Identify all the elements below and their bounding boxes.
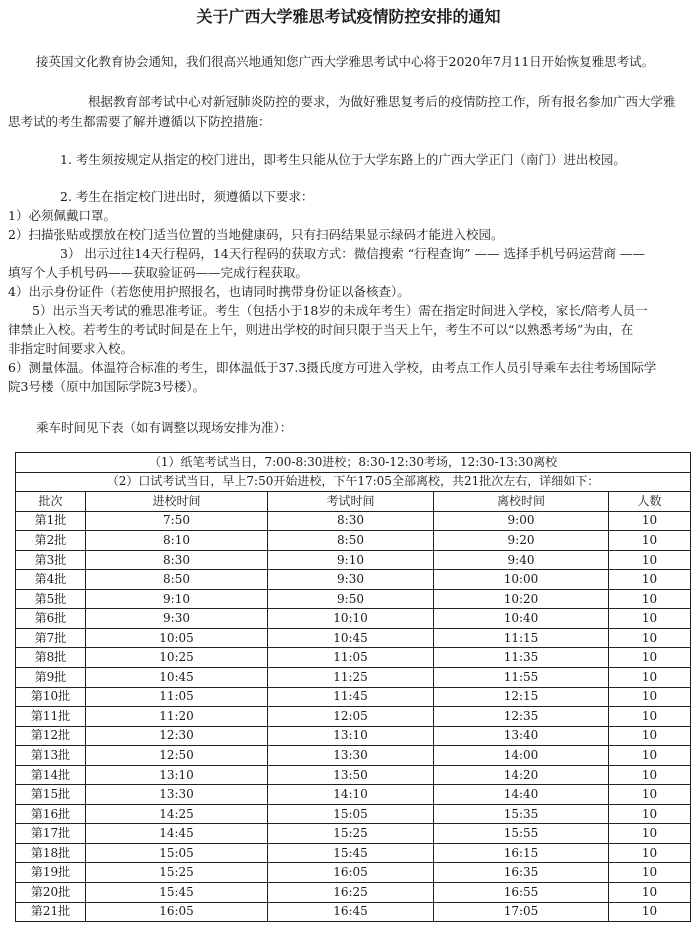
headcount-cell: 10: [609, 843, 691, 863]
table-row: [16, 726, 691, 746]
batch-cell: 第7批: [16, 628, 86, 648]
exam-time-cell: 16:05: [268, 863, 434, 883]
exit-time-cell: 10:00: [434, 570, 609, 590]
table-row: [16, 589, 691, 609]
table-row: [16, 746, 691, 766]
exam-time-cell: 13:10: [268, 726, 434, 746]
bus-schedule-table: [15, 452, 691, 922]
entry-time-cell: 13:30: [86, 785, 268, 805]
exit-time-cell: 14:00: [434, 746, 609, 766]
table-row: [16, 648, 691, 668]
table-row: [16, 531, 691, 551]
exit-time-cell: 12:35: [434, 707, 609, 727]
exit-time-cell: 9:40: [434, 550, 609, 570]
batch-cell: 第9批: [16, 668, 86, 688]
table-row: [16, 628, 691, 648]
headcount-cell: 10: [609, 628, 691, 648]
column-header-headcount: 人数: [609, 492, 691, 512]
exam-time-cell: 11:05: [268, 648, 434, 668]
exam-time-cell: 11:45: [268, 687, 434, 707]
entry-time-cell: 14:25: [86, 804, 268, 824]
exit-time-cell: 10:40: [434, 609, 609, 629]
exit-time-cell: 11:15: [434, 628, 609, 648]
exit-time-cell: 14:40: [434, 785, 609, 805]
rule-item-2: 2. 考生在指定校门进出时，须遵循以下要求：: [60, 189, 314, 204]
exam-time-cell: 16:25: [268, 883, 434, 903]
entry-time-cell: 16:05: [86, 902, 268, 922]
batch-cell: 第2批: [16, 531, 86, 551]
exit-time-cell: 12:15: [434, 687, 609, 707]
exam-time-cell: 15:45: [268, 843, 434, 863]
batch-cell: 第21批: [16, 902, 86, 922]
requirement-4: 4）出示身份证件（若您使用护照报名，也请同时携带身份证以备核查）。: [8, 284, 410, 299]
rule-item-1: 1. 考生须按规定从指定的校门进出，即考生只能从位于大学东路上的广西大学正门（南门）进出校园。: [60, 152, 626, 167]
table-note-row: [16, 453, 691, 473]
entry-time-cell: 9:30: [86, 609, 268, 629]
entry-time-cell: 15:45: [86, 883, 268, 903]
table-row: [16, 883, 691, 903]
headcount-cell: 10: [609, 746, 691, 766]
table-row: [16, 902, 691, 922]
table-note-row: [16, 472, 691, 492]
table-row: [16, 863, 691, 883]
table-row: [16, 687, 691, 707]
entry-time-cell: 8:30: [86, 550, 268, 570]
table-row: [16, 765, 691, 785]
entry-time-cell: 8:50: [86, 570, 268, 590]
exam-time-cell: 8:30: [268, 511, 434, 531]
exit-time-cell: 9:20: [434, 531, 609, 551]
column-header-batch: 批次: [16, 492, 86, 512]
table-row: [16, 668, 691, 688]
exam-time-cell: 12:05: [268, 707, 434, 727]
table-header-row: [16, 492, 691, 512]
exam-time-cell: 15:25: [268, 824, 434, 844]
requirement-2: 2）扫描张贴或摆放在校门适当位置的当地健康码，只有扫码结果显示绿码才能进入校园。: [8, 227, 504, 242]
exam-time-cell: 9:50: [268, 589, 434, 609]
batch-cell: 第17批: [16, 824, 86, 844]
batch-cell: 第15批: [16, 785, 86, 805]
exit-time-cell: 14:20: [434, 765, 609, 785]
bus-schedule-note: 乘车时间见下表（如有调整以现场安排为准）：: [36, 420, 293, 435]
entry-time-cell: 11:05: [86, 687, 268, 707]
exam-time-cell: 10:45: [268, 628, 434, 648]
column-header-exit-time: 离校时间: [434, 492, 609, 512]
batch-cell: 第11批: [16, 707, 86, 727]
batch-cell: 第6批: [16, 609, 86, 629]
entry-time-cell: 10:45: [86, 668, 268, 688]
requirement-3-line2: 填写个人手机号码——获取验证码——完成行程获取。: [8, 265, 309, 280]
basis-paragraph-line2: 思考试的考生都需要了解并遵循以下防控措施：: [8, 114, 271, 129]
column-header-exam-time: 考试时间: [268, 492, 434, 512]
batch-cell: 第4批: [16, 570, 86, 590]
requirement-3-line1: 3） 出示过往14天行程码，14天行程码的获取方式：微信搜索 “行程查询” —— 选择手机号码运营商 ——: [60, 246, 645, 261]
headcount-cell: 10: [609, 531, 691, 551]
column-header-entry-time: 进校时间: [86, 492, 268, 512]
intro-paragraph: 接英国文化教育协会通知，我们很高兴地通知您广西大学雅思考试中心将于2020年7月11日开始恢复雅思考试。: [36, 54, 655, 69]
exit-time-cell: 9:00: [434, 511, 609, 531]
headcount-cell: 10: [609, 687, 691, 707]
entry-time-cell: 15:25: [86, 863, 268, 883]
exam-time-cell: 10:10: [268, 609, 434, 629]
exam-time-cell: 9:10: [268, 550, 434, 570]
headcount-cell: 10: [609, 570, 691, 590]
table-row: [16, 785, 691, 805]
requirement-5-line2: 律禁止入校。若考生的考试时间是在上午，则进出学校的时间只限于当天上午，考生不可以“以熟悉考场”为由，在: [8, 322, 634, 337]
batch-cell: 第13批: [16, 746, 86, 766]
entry-time-cell: 8:10: [86, 531, 268, 551]
entry-time-cell: 10:05: [86, 628, 268, 648]
requirement-5-line1: 5）出示当天考试的雅思准考证。考生（包括小于18岁的未成年考生）需在指定时间进入学校，家长/陪考人员一: [32, 303, 648, 318]
speaking-test-note: （2）口试考试当日，早上7:50开始进校，下午17:05全部离校，共21批次左右，详细如下：: [16, 472, 691, 492]
entry-time-cell: 12:30: [86, 726, 268, 746]
exit-time-cell: 16:15: [434, 843, 609, 863]
headcount-cell: 10: [609, 511, 691, 531]
entry-time-cell: 9:10: [86, 589, 268, 609]
exam-time-cell: 9:30: [268, 570, 434, 590]
headcount-cell: 10: [609, 863, 691, 883]
table-row: [16, 804, 691, 824]
exit-time-cell: 11:55: [434, 668, 609, 688]
exit-time-cell: 17:05: [434, 902, 609, 922]
table-row: [16, 609, 691, 629]
table-row: [16, 570, 691, 590]
batch-cell: 第8批: [16, 648, 86, 668]
headcount-cell: 10: [609, 589, 691, 609]
entry-time-cell: 11:20: [86, 707, 268, 727]
headcount-cell: 10: [609, 726, 691, 746]
headcount-cell: 10: [609, 883, 691, 903]
headcount-cell: 10: [609, 902, 691, 922]
batch-cell: 第18批: [16, 843, 86, 863]
requirement-6-line2: 院3号楼（原中加国际学院3号楼）。: [8, 379, 206, 394]
written-test-note: （1）纸笔考试当日，7:00-8:30进校；8:30-12:30考场，12:30-13:30离校: [16, 453, 691, 473]
headcount-cell: 10: [609, 804, 691, 824]
batch-cell: 第16批: [16, 804, 86, 824]
batch-cell: 第12批: [16, 726, 86, 746]
table-row: [16, 550, 691, 570]
headcount-cell: 10: [609, 668, 691, 688]
headcount-cell: 10: [609, 707, 691, 727]
entry-time-cell: 10:25: [86, 648, 268, 668]
exam-time-cell: 14:10: [268, 785, 434, 805]
entry-time-cell: 14:45: [86, 824, 268, 844]
table-row: [16, 707, 691, 727]
table-row: [16, 843, 691, 863]
batch-cell: 第10批: [16, 687, 86, 707]
requirement-5-line3: 非指定时间要求入校。: [8, 341, 134, 356]
headcount-cell: 10: [609, 648, 691, 668]
exit-time-cell: 15:55: [434, 824, 609, 844]
exam-time-cell: 13:30: [268, 746, 434, 766]
exam-time-cell: 8:50: [268, 531, 434, 551]
requirement-1: 1）必须佩戴口罩。: [8, 208, 116, 223]
table-row: [16, 511, 691, 531]
headcount-cell: 10: [609, 609, 691, 629]
batch-cell: 第19批: [16, 863, 86, 883]
exit-time-cell: 13:40: [434, 726, 609, 746]
batch-cell: 第1批: [16, 511, 86, 531]
page-title: 关于广西大学雅思考试疫情防控安排的通知: [196, 7, 501, 26]
requirement-6-line1: 6）测量体温。体温符合标准的考生，即体温低于37.3摄氏度方可进入学校，由考点工作人员引导乘车去往考场国际学: [8, 360, 657, 375]
headcount-cell: 10: [609, 785, 691, 805]
exit-time-cell: 16:55: [434, 883, 609, 903]
exam-time-cell: 16:45: [268, 902, 434, 922]
headcount-cell: 10: [609, 550, 691, 570]
exam-time-cell: 15:05: [268, 804, 434, 824]
batch-cell: 第5批: [16, 589, 86, 609]
entry-time-cell: 7:50: [86, 511, 268, 531]
headcount-cell: 10: [609, 765, 691, 785]
exit-time-cell: 10:20: [434, 589, 609, 609]
entry-time-cell: 13:10: [86, 765, 268, 785]
table-row: [16, 824, 691, 844]
exam-time-cell: 11:25: [268, 668, 434, 688]
entry-time-cell: 15:05: [86, 843, 268, 863]
batch-cell: 第3批: [16, 550, 86, 570]
entry-time-cell: 12:50: [86, 746, 268, 766]
basis-paragraph-line1: 根据教育部考试中心对新冠肺炎防控的要求，为做好雅思复考后的疫情防控工作，所有报名参加广西大学雅: [88, 94, 676, 109]
exit-time-cell: 16:35: [434, 863, 609, 883]
exit-time-cell: 11:35: [434, 648, 609, 668]
batch-cell: 第14批: [16, 765, 86, 785]
exit-time-cell: 15:35: [434, 804, 609, 824]
headcount-cell: 10: [609, 824, 691, 844]
batch-cell: 第20批: [16, 883, 86, 903]
exam-time-cell: 13:50: [268, 765, 434, 785]
